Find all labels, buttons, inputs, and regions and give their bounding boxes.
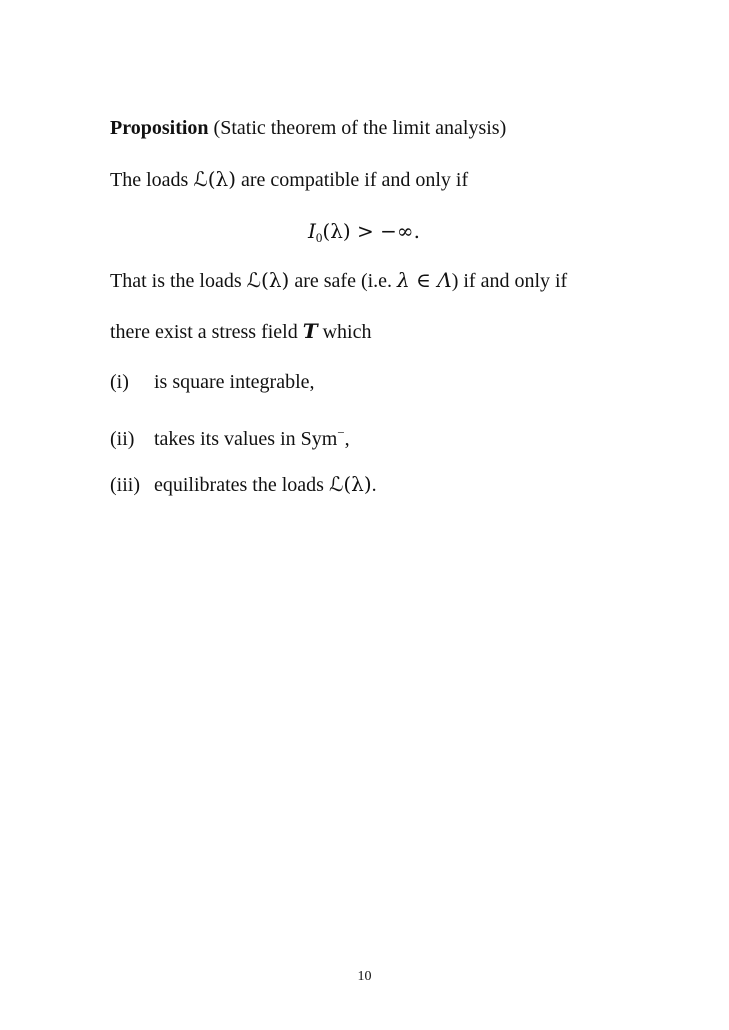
condition-label: (ii): [110, 428, 135, 450]
condition-label: (iii): [110, 474, 140, 496]
safe-loads-statement: [110, 268, 567, 293]
condition-loads-symbol: ℒ(λ): [328, 472, 372, 496]
safe-condition: λ ∈ Λ: [397, 268, 452, 292]
formula-argument: (λ): [322, 219, 351, 243]
safe-middle: are safe (i.e.: [289, 270, 398, 292]
formula-subscript: 0: [315, 230, 323, 245]
compatibility-formula: [308, 219, 420, 250]
proposition-heading-line: [110, 116, 506, 140]
loads-symbol: ℒ(λ): [193, 167, 236, 191]
stress-field-statement: [110, 319, 372, 344]
proposition-subtitle: (Static theorem of the limit analysis): [213, 117, 507, 139]
stress-suffix: which: [317, 321, 372, 343]
condition-item: [110, 472, 377, 497]
condition-label: (i): [110, 371, 129, 393]
condition-trailing: .: [371, 474, 377, 496]
condition-text: equilibrates the loads: [154, 474, 329, 496]
formula-relation: > −∞.: [350, 219, 420, 243]
condition-text: is square integrable,: [154, 371, 315, 393]
compatibility-statement: [110, 167, 468, 192]
condition-item: [110, 370, 315, 394]
stress-symbol: T: [302, 319, 318, 343]
proposition-heading: Proposition: [110, 117, 209, 139]
statement-suffix: are compatible if and only if: [236, 169, 469, 191]
condition-trailing: ,: [344, 428, 350, 450]
page-number: 10: [357, 969, 372, 984]
sym-superscript: −: [337, 425, 345, 440]
condition-item: [110, 421, 350, 451]
condition-text: takes its values in Sym: [154, 428, 338, 450]
safe-prefix: That is the loads: [110, 270, 247, 292]
safe-suffix: ) if and only if: [451, 270, 568, 292]
formula-function: I: [308, 219, 316, 243]
statement-prefix: The loads: [110, 169, 194, 191]
stress-prefix: there exist a stress field: [110, 321, 303, 343]
safe-loads-symbol: ℒ(λ): [246, 268, 290, 292]
